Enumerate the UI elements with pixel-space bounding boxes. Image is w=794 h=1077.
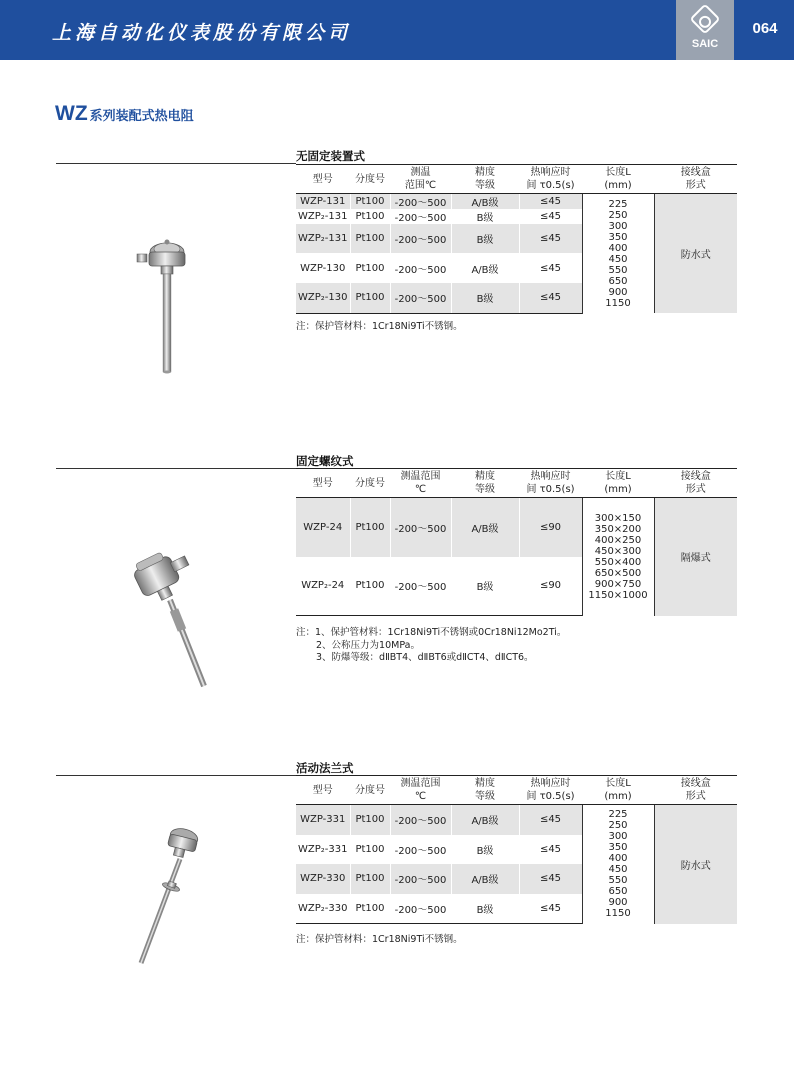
cell-response-time: ≤45: [519, 224, 582, 253]
cell-graduation: Pt100: [350, 805, 390, 835]
section-title: 固定螺纹式: [296, 454, 354, 468]
cell-response-time: ≤45: [519, 864, 582, 894]
thermometer-product-image: [122, 548, 214, 690]
cell-model: WZP-131: [296, 194, 350, 210]
note-line: 注：1、保护管材料：1Cr18Ni9Ti不锈钢或0Cr18Ni12Mo2Ti。: [296, 627, 567, 638]
note-line: 注：保护管材料：1Cr18Ni9Ti不锈钢。: [296, 321, 463, 332]
cell-accuracy: B级: [451, 224, 519, 253]
cell-graduation: Pt100: [350, 224, 390, 253]
col-header-length: 长度L (mm): [582, 776, 654, 805]
cell-response-time: ≤45: [519, 194, 582, 210]
col-header-response-time: 热响应时 间 τ0.5(s): [519, 776, 582, 805]
section-divider: [56, 163, 296, 164]
cell-response-time: ≤45: [519, 283, 582, 313]
cell-model: WZP₂-131: [296, 224, 350, 253]
col-header-graduation: 分度号: [350, 776, 390, 805]
section-divider: [56, 775, 296, 776]
spec-table-fixed-thread: [296, 468, 737, 616]
page-header: [0, 0, 794, 60]
cell-graduation: Pt100: [350, 498, 390, 557]
col-header-accuracy: 精度 等级: [451, 165, 519, 194]
cell-box-type: 隔爆式: [654, 498, 737, 616]
spec-table-no-fixing: [296, 164, 737, 314]
col-header-box-type: 接线盒 形式: [654, 165, 737, 194]
section-note: [296, 934, 463, 947]
page-title: [55, 102, 194, 126]
cell-model: WZP₂-131: [298, 211, 348, 222]
cell-accuracy: A/B级: [451, 805, 519, 835]
section-note: [296, 627, 566, 665]
section-title: 活动法兰式: [296, 761, 354, 775]
note-line: 3、防爆等级：dⅡBT4、dⅡBT6或dⅡCT4、dⅡCT6。: [316, 652, 534, 663]
cell-temp-range: -200～500: [390, 498, 451, 557]
cell-accuracy: A/B级: [451, 864, 519, 894]
col-header-temp-range: 测温 范围℃: [390, 165, 451, 194]
table-row: [296, 805, 737, 835]
cell-box-type: 防水式: [654, 805, 737, 924]
cell-temp-range: -200～500: [390, 835, 451, 864]
table-row: [296, 498, 737, 557]
cell-response-time: ≤45: [519, 805, 582, 835]
cell-response-time: ≤45: [519, 835, 582, 864]
cell-temp-range: -200～500: [390, 864, 451, 894]
saic-logo-text: SAIC: [691, 38, 719, 50]
cell-accuracy: A/B级: [451, 498, 519, 557]
cell-temp-range: -200～500: [390, 209, 451, 224]
saic-logo: [676, 0, 734, 60]
cell-temp-range: -200～500: [390, 194, 451, 210]
note-line: 注：保护管材料：1Cr18Ni9Ti不锈钢。: [296, 934, 463, 945]
section-note: [296, 321, 463, 334]
col-header-model: 型号: [296, 776, 350, 805]
col-header-box-type: 接线盒 形式: [654, 469, 737, 498]
col-header-length: 长度L (mm): [582, 469, 654, 498]
cell-lengths: 225 250 300 350 400 450 550 650 900 1150: [582, 805, 654, 924]
cell-model: WZP₂-24: [296, 557, 350, 616]
cell-model: WZP-130: [300, 262, 346, 274]
col-header-temp-range: 测温范围 ℃: [390, 776, 451, 805]
thermometer-product-image: [133, 825, 203, 967]
cell-temp-range: -200～500: [390, 805, 451, 835]
cell-accuracy: A/B级: [451, 194, 519, 210]
cell-graduation: Pt100: [350, 253, 390, 283]
note-line: 2、公称压力为10MPa。: [316, 639, 420, 651]
table-row: [296, 194, 737, 210]
cell-lengths: 225 250 300 350 400 450 550 650 900 1150: [582, 194, 654, 314]
cell-response-time: ≤90: [519, 498, 582, 557]
page-title-series: WZ: [55, 102, 88, 125]
cell-accuracy: B级: [451, 557, 519, 616]
cell-temp-range: -200～500: [390, 894, 451, 924]
cell-graduation: Pt100: [350, 894, 390, 924]
cell-response-time: ≤90: [519, 557, 582, 616]
col-header-response-time: 热响应时 间 τ0.5(s): [519, 469, 582, 498]
cell-model: WZP-331: [296, 805, 350, 835]
page-number: 064: [752, 20, 778, 37]
cell-model: WZP₂-331: [298, 843, 348, 855]
cell-graduation: Pt100: [350, 864, 390, 894]
cell-graduation: Pt100: [350, 283, 390, 313]
col-header-accuracy: 精度 等级: [451, 776, 519, 805]
col-header-accuracy: 精度 等级: [451, 469, 519, 498]
page-title-text: 系列装配式热电阻: [89, 109, 194, 124]
saic-logo-icon: [689, 3, 720, 34]
cell-lengths: 300×150 350×200 400×250 450×300 550×400 650×500 900×750 1150×1000: [582, 498, 654, 616]
cell-response-time: ≤45: [519, 209, 582, 224]
col-header-model: 型号: [296, 165, 350, 194]
section-divider: [56, 468, 296, 469]
col-header-graduation: 分度号: [350, 469, 390, 498]
cell-box-type: 防水式: [654, 194, 737, 314]
col-header-response-time: 热响应时 间 τ0.5(s): [519, 165, 582, 194]
cell-model: WZP-24: [296, 498, 350, 557]
col-header-temp-range: 测温范围 ℃: [390, 469, 451, 498]
cell-temp-range: -200～500: [390, 224, 451, 253]
cell-temp-range: -200～500: [390, 283, 451, 313]
cell-accuracy: A/B级: [451, 253, 519, 283]
cell-temp-range: -200～500: [390, 557, 451, 616]
col-header-graduation: 分度号: [350, 165, 390, 194]
cell-model: WZP-330: [296, 864, 350, 894]
cell-accuracy: B级: [451, 283, 519, 313]
thermometer-product-image: [135, 238, 195, 376]
cell-model: WZP₂-130: [296, 283, 350, 313]
spec-table-movable-flange: [296, 775, 737, 924]
cell-accuracy: B级: [451, 209, 519, 224]
cell-graduation: Pt100: [350, 557, 390, 616]
cell-response-time: ≤45: [519, 894, 582, 924]
cell-accuracy: B级: [451, 835, 519, 864]
cell-model: WZP₂-330: [296, 894, 350, 924]
cell-graduation: Pt100: [350, 209, 390, 224]
company-name: 上海自动化仪表股份有限公司: [52, 22, 352, 44]
col-header-box-type: 接线盒 形式: [654, 776, 737, 805]
cell-temp-range: -200～500: [390, 253, 451, 283]
cell-graduation: Pt100: [350, 194, 390, 210]
col-header-length: 长度L (mm): [582, 165, 654, 194]
cell-response-time: ≤45: [519, 253, 582, 283]
cell-accuracy: B级: [451, 894, 519, 924]
cell-graduation: Pt100: [350, 835, 390, 864]
col-header-model: 型号: [296, 469, 350, 498]
section-title: 无固定装置式: [296, 149, 365, 163]
